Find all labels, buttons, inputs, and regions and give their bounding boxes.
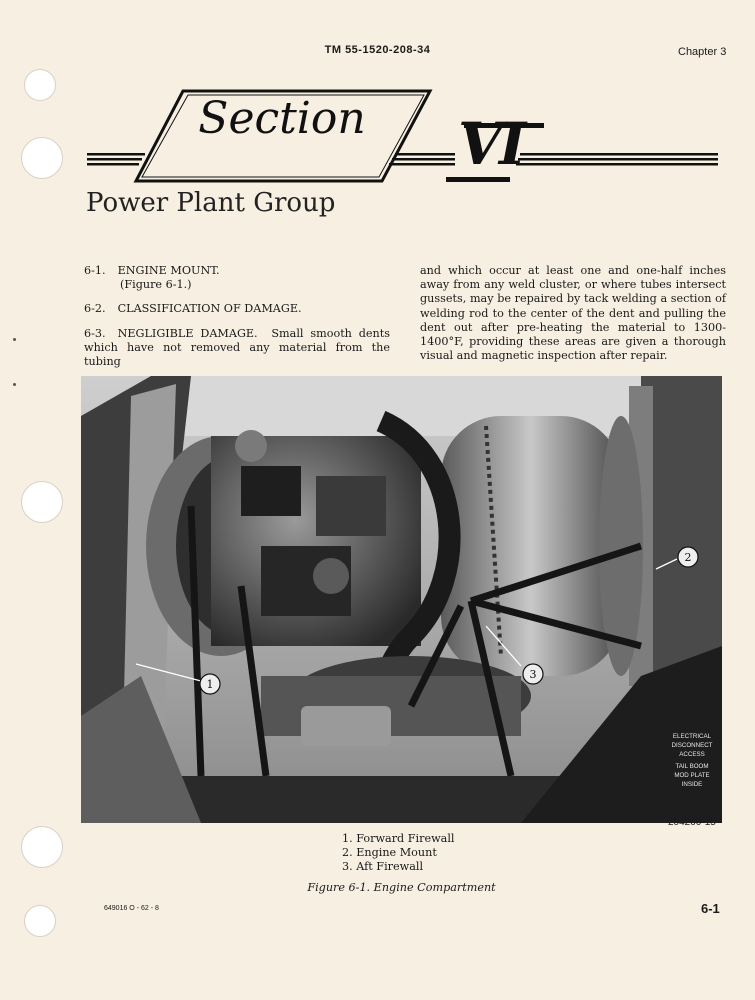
paragraph-number: 6-1. bbox=[84, 264, 106, 277]
legend-item: 3. Aft Firewall bbox=[342, 859, 424, 873]
section-numeral: VI bbox=[458, 110, 523, 178]
chapter-label: Chapter 3 bbox=[678, 46, 727, 58]
binder-hole bbox=[21, 481, 63, 523]
callout-2 bbox=[678, 547, 698, 567]
placard-line: MOD PLATE bbox=[674, 772, 710, 779]
document-id: TM 55-1520-208-34 bbox=[324, 44, 431, 56]
callout-label: 2 bbox=[684, 551, 692, 564]
figure-reference: (Figure 6-1.) bbox=[120, 278, 192, 292]
placard-line: INSIDE bbox=[681, 781, 703, 788]
placard-line: DISCONNECT bbox=[671, 742, 713, 749]
paragraph-number: 6-2. bbox=[84, 302, 106, 316]
placard-line: ACCESS bbox=[679, 751, 705, 758]
page-title: Power Plant Group bbox=[86, 188, 336, 218]
paragraph-heading: ENGINE MOUNT. bbox=[117, 264, 220, 277]
photo-id: 204200-15 bbox=[668, 817, 716, 828]
paragraph-text: Small smooth dents which have not removed any material from the tubing bbox=[84, 326, 390, 369]
figure-legend bbox=[342, 832, 455, 873]
legend-item: 2. Engine Mount bbox=[342, 845, 437, 859]
paragraph-heading: NEGLIGIBLE DAMAGE. bbox=[117, 326, 258, 340]
right-column-text: and which occur at least one and one-half inches away from any weld cluster, or where tubes intersect gussets, may be repaired by tack welding a section of welding rod to the center of the dent and pulling the dent out after pre-heating the material to 1300-1400°F, providing these areas are given a thorough visual and magnetic inspection after repair. bbox=[420, 264, 726, 363]
paragraph-number: 6-3. bbox=[84, 326, 106, 340]
callout-1 bbox=[200, 674, 220, 694]
placard-line: TAIL BOOM bbox=[675, 763, 709, 770]
callout-3 bbox=[523, 664, 543, 684]
paper-speck bbox=[13, 383, 16, 386]
paper-speck bbox=[13, 338, 16, 341]
paragraph-6-3 bbox=[84, 327, 390, 370]
engine-compartment-photo bbox=[81, 376, 722, 823]
placard-line: ELECTRICAL bbox=[672, 733, 712, 740]
paragraph-heading: CLASSIFICATION OF DAMAGE. bbox=[117, 302, 302, 316]
print-code: 649016 O - 62 - 8 bbox=[104, 905, 159, 912]
paragraph-6-2 bbox=[84, 302, 390, 316]
binder-hole bbox=[24, 905, 56, 937]
left-column bbox=[84, 264, 390, 379]
section-word: Section bbox=[198, 93, 366, 144]
page-number: 6-1 bbox=[701, 901, 720, 916]
paragraph-6-1 bbox=[84, 264, 390, 292]
binder-hole bbox=[21, 826, 63, 868]
callout-label: 3 bbox=[529, 668, 537, 681]
callout-label: 1 bbox=[206, 678, 214, 691]
figure-caption: Figure 6-1. Engine Compartment bbox=[307, 881, 496, 894]
legend-item: 1. Forward Firewall bbox=[342, 832, 455, 845]
